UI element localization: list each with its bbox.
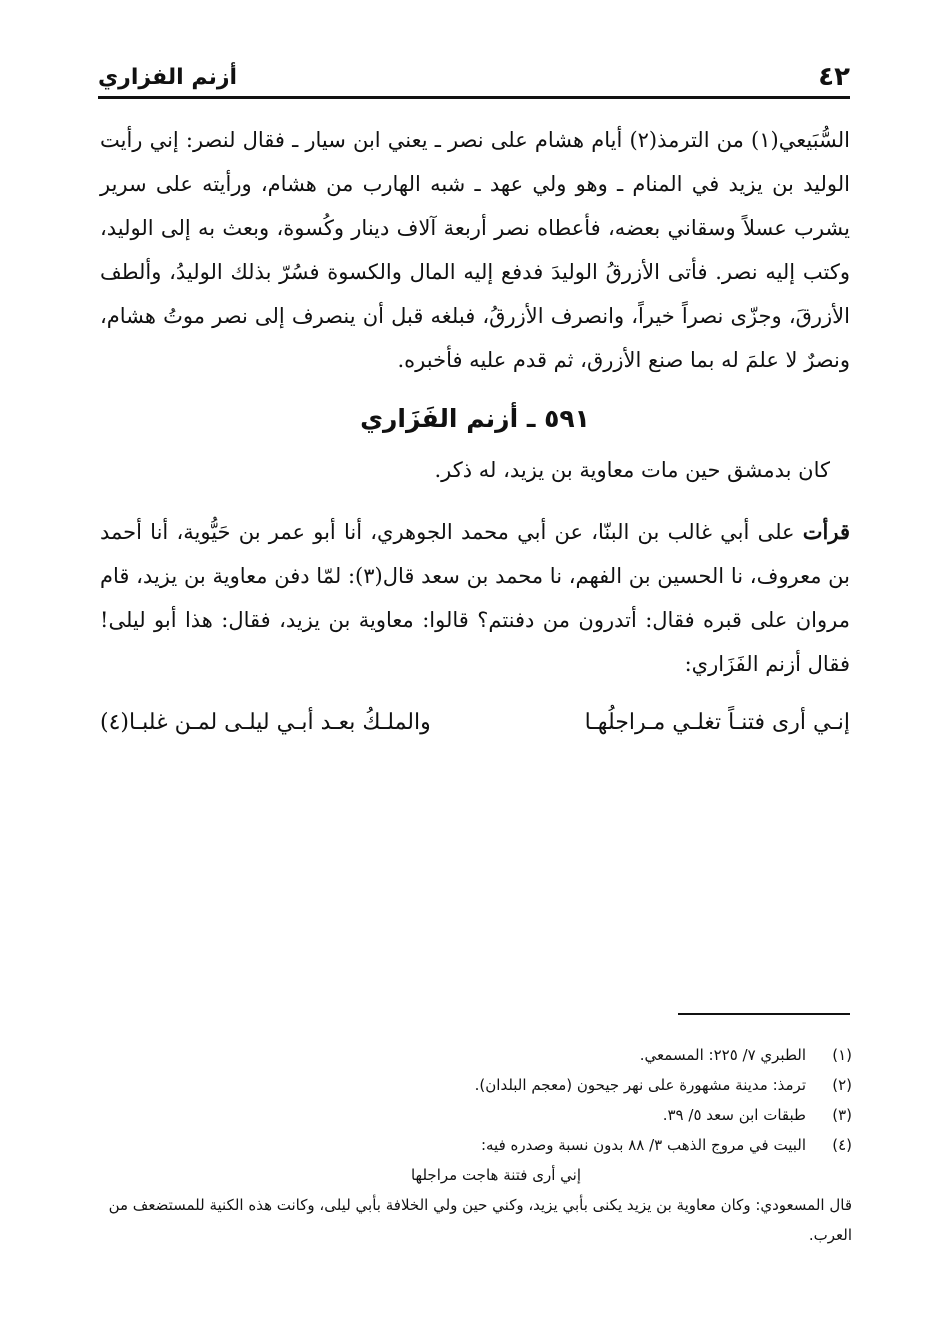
footnote-text: ترمذ: مدينة مشهورة على نهر جيحون (معجم البلدان).: [474, 1076, 806, 1094]
footnote-verse: إني أرى فتنة هاجت مراجلها: [410, 1166, 582, 1184]
section-heading: ٥٩١ ـ أزنم الفَزَاري: [360, 404, 590, 433]
page-header: [98, 52, 850, 99]
footnote-item: [100, 1100, 852, 1130]
footnotes: [100, 1040, 852, 1250]
footnote-number: (١): [832, 1046, 852, 1064]
footnote-text: الطبري ٧/ ٢٢٥: المسمعي.: [639, 1046, 806, 1064]
running-title: أزنم الفزاري: [98, 65, 238, 90]
footnote-number: (٤): [832, 1136, 852, 1154]
footnote-item: [100, 1070, 852, 1100]
verse-second-hemistich: والملـكُ بعـد أبـي ليلـى لمـن غلبـا(٤): [100, 710, 431, 735]
poem-verse: [100, 698, 850, 748]
footnote-number: (٢): [832, 1076, 852, 1094]
footnote-separator: [678, 1013, 850, 1015]
footnote-number: (٣): [832, 1106, 852, 1124]
paragraph-2-lead: قرأت: [802, 519, 850, 544]
footnote-text: البيت في مروج الذهب ٣/ ٨٨ بدون نسبة وصدره فيه:: [480, 1136, 806, 1154]
verse-first-hemistich: إنـي أرى فتنـاً تغلـي مـراجلُهـا: [584, 710, 850, 735]
paragraph-2: [100, 510, 850, 686]
paragraph-1: السُّبَيعي(١) من الترمذ(٢) أيام هشام على نصر ـ يعني ابن سيار ـ فقال لنصر: إني رأيت الوليد بن يزيد في المنام ـ وهو ولي عهد ـ شبه الهارب من هشام، ورأيته على سرير يشرب عسلاً وسقاني بعضه، فأعطاه نصر أربعة آلاف دينار وكُسوة، وبعث به إلى الوليد، وكتب إليه نصر. فأتى الأزرقُ الوليدَ فدفع إليه المال والكسوة فسُرّ بذلك الوليدُ، وألطف الأزرقَ، وجزّى نصراً خيراً، وانصرف الأزرقُ، فبلغه قبل أن ينصرف إلى نصر موتُ هشام، ونصرٌ لا علمَ له بما صنع الأزرق، ثم قدم عليه فأخبره.: [100, 128, 850, 372]
paragraph-2-text: على أبي غالب بن البنّا، عن أبي محمد الجوهري، أنا أبو عمر بن حَيُّوية، أنا أحمد بن معروف، نا الحسين بن الفهم، نا محمد بن سعد قال(٣): لمّا دفن معاوية بن يزيد، قام مروان على قبره فقال: أتدرون من دفنتم؟ قالوا: معاوية بن يزيد، فقال: هذا أبو ليلى! فقال أزنم الفَزَاري:: [100, 520, 851, 676]
spacer: [100, 492, 850, 510]
main-text: [100, 118, 850, 748]
footnote-continuation: قال المسعودي: وكان معاوية بن يزيد يكنى بأبي يزيد، وكني حين ولي الخلافة بأبي ليلى، وكانت هذه الكنية للمستضعف من العرب.: [108, 1196, 852, 1244]
page-number: ٤٢: [818, 62, 850, 92]
footnote-item: [100, 1040, 852, 1070]
entry-intro: كان بدمشق حين مات معاوية بن يزيد، له ذكر.: [434, 458, 830, 482]
footnote-item: [100, 1130, 852, 1160]
footnote-text: طبقات ابن سعد ٥/ ٣٩.: [662, 1106, 806, 1124]
